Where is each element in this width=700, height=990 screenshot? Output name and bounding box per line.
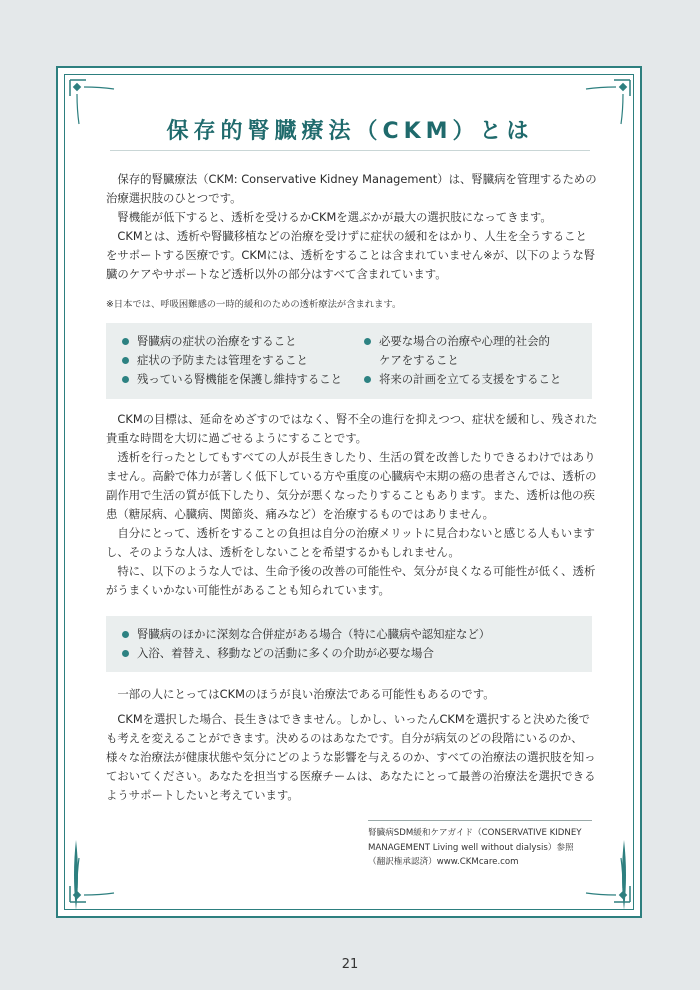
body-paragraph: CKMの目標は、延命をめざすのではなく、腎不全の進行を抑えつつ、症状を緩和し、残された貴重な時間を大切に過ごせるようにすることです。 (106, 412, 598, 445)
body-paragraph: 自分にとって、透析をすることの負担は自分の治療メリットに見合わないと感じる人もいますし、そのような人は、透析をしないことを希望するかもしれません。 (106, 526, 595, 559)
page-number: 21 (341, 957, 359, 972)
decision-section (106, 710, 598, 805)
source-citation (368, 826, 608, 870)
closing-paragraph: 一部の人にとってはCKMのほうが良い治療法である可能性もあるのです。 (117, 687, 495, 701)
closing-statement (106, 685, 598, 704)
list-item: 腎臓病のほかに深刻な合併症がある場合（特に心臓病や認知症など） (122, 625, 490, 644)
intro-paragraph: CKMとは、透析や腎臓移植などの治療を受けずに症状の緩和をはかり、人生を全うすることをサポートする医療です。CKMには、透析をすることは含まれていません※が、以下のような腎臓のケアやサポートなど透析以外の部分はすべて含まれています。 (106, 229, 596, 281)
source-divider (368, 820, 592, 821)
list-item: 必要な場合の治療や心理的社会的 (364, 332, 550, 351)
footnote: ※日本では、呼吸困難感の一時的緩和のための透析療法が含まれます。 (106, 299, 402, 310)
source-line: 腎臓病SDM緩和ケアガイド（CONSERVATIVE KIDNEY (368, 828, 582, 838)
ckm-care-list-box (106, 323, 592, 399)
source-line: （翻訳権承認済）www.CKMcare.com (368, 857, 519, 867)
body-paragraph: 特に、以下のような人では、生命予後の改善の可能性や、気分が良くなる可能性が低く、透析がうまくいかない可能性があることも知られています。 (106, 564, 596, 597)
list-item: 入浴、着替え、移動などの活動に多くの介助が必要な場合 (122, 644, 434, 663)
list-item: 残っている腎機能を保護し維持すること (122, 370, 342, 389)
intro-section (106, 170, 598, 284)
title-divider (110, 150, 590, 151)
risk-conditions-box (106, 616, 592, 672)
list-item: 腎臓病の症状の治療をすること (122, 332, 296, 351)
source-line: MANAGEMENT Living well without dialysis）参照 (368, 842, 574, 853)
intro-paragraph: 保存的腎臓療法（CKM: Conservative Kidney Management）は、腎臓病を管理するための治療選択肢のひとつです。 (106, 172, 597, 205)
list-item: 症状の予防または管理をすること (122, 351, 308, 370)
list-item: 将来の計画を立てる支援をすること (364, 370, 561, 389)
side-ornament-icon (619, 840, 629, 910)
goals-section (106, 410, 598, 600)
intro-paragraph: 腎機能が低下すると、透析を受けるかCKMを選ぶかが最大の選択肢になってきます。 (117, 210, 552, 224)
side-ornament-icon (71, 840, 81, 910)
closing-paragraph: CKMを選択した場合、長生きはできません。しかし、いったんCKMを選択すると決めた後でも考えを変えることができます。決めるのはあなたです。自分が病気のどの段階にいるのか、様々な治療法が健康状態や気分にどのような影響を与えるのか、すべての治療法の選択肢を知っておいてください。あなたを担当する医療チームは、あなたにとって最善の治療法を選択できるようサポートしたいと考えています。 (106, 712, 596, 802)
page-title: 保存的腎臓療法（CKM）とは (166, 119, 534, 144)
body-paragraph: 透析を行ったとしてもすべての人が長生きしたり、生活の質を改善したりできるわけではありません。高齢で体力が著しく低下している方や重度の心臓病や末期の癌の患者さんでは、透析の副作用で生活の質が低下したり、気分が悪くなったりすることもあります。また、透析は他の疾患（糖尿病、心臓病、関節炎、痛みなど）を治療するものではありません。 (106, 450, 597, 521)
list-item-continuation: ケアをすること (379, 353, 459, 367)
